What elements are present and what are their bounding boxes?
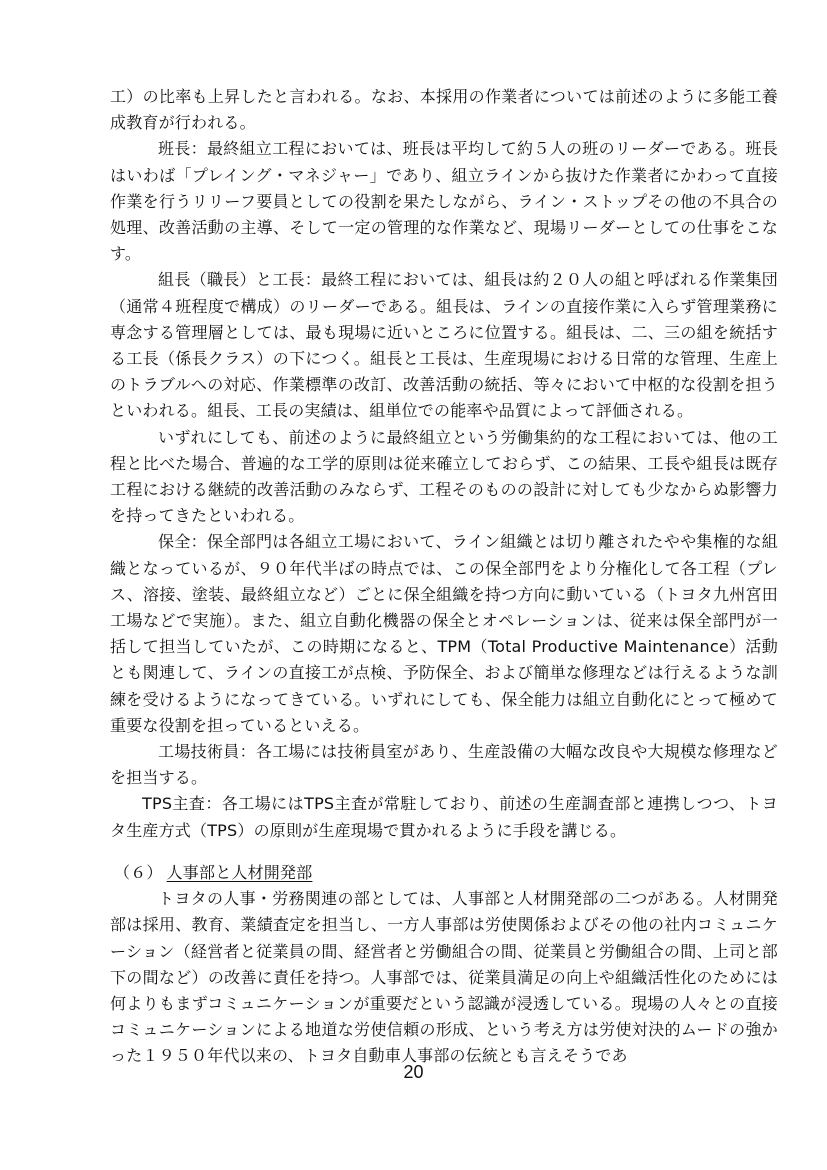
paragraph-gijutsuin: 工場技術員：各工場には技術員室があり、生産設備の大幅な改良や大規模な修理などを担当する。: [110, 742, 778, 788]
body-text-top: [110, 84, 778, 844]
paragraph-hozen: 保全：保全部門は各組立工場において、ライン組織とは切り離されたやや集権的な組織となっているが、９０年代半ばの時点では、この保全部門をより分権化して各工程（プレス、溶接、塗装、最終組立など）ごとに保全組織を持つ方向に動いている（トヨタ九州宮田工場などで実施）。また、組立自動化機器の保全とオペレーションは、従来は保全部門が一括して担当していたが、この時期になると、TPM（Total Productive Maintenance）活動とも関連して、ラインの直接工が点検、予防保全、および簡単な修理などは行えるような訓練を受けるようになってきている。いずれにしても、保全能力は組立自動化にとって極めて重要な役割を担っているといえる。: [110, 532, 778, 735]
section-heading: [110, 860, 778, 886]
paragraph-tps: TPS主査：各工場にはTPS主査が常駐しており、前述の生産調査部と連携しつつ、トヨタ生産方式（TPS）の原則が生産現場で貫かれるように手段を講じる。: [110, 794, 778, 840]
section-jinji: [110, 860, 778, 1070]
paragraph-hancho: 班長：最終組立工程においては、班長は平均して約５人の班のリーダーである。班長はいわば「プレイング・マネジャー」であり、組立ラインから抜けた作業者にかわって直接作業を行うリリーフ要員としての役割を果たしながら、ライン・ストップその他の不具合の処理、改善活動の主導、そして一定の管理的な作業など、現場リーダーとしての仕事をこなす。: [110, 139, 778, 264]
paragraph-kumicho: 組長（職長）と工長：最終工程においては、組長は約２０人の組と呼ばれる作業集団（通常４班程度で構成）のリーダーである。組長は、ラインの直接作業に入らず管理業務に専念する管理層としては、最も現場に近いところに位置する。組長は、二、三の組を統括する工長（係長クラス）の下につく。組長と工長は、生産現場における日常的な管理、生産上のトラブルへの対応、作業標準の改訂、改善活動の統括、等々において中枢的な役割を担うといわれる。組長、工長の実績は、組単位での能率や品質によって評価される。: [110, 270, 778, 421]
paragraph-jinji: トヨタの人事・労務関連の部としては、人事部と人材開発部の二つがある。人材開発部は採用、教育、業績査定を担当し、一方人事部は労使関係およびその他の社内コミュニケーション（経営者と従業員の間、経営者と労働組合の間、従業員と労働組合の間、上司と部下の間など）の改善に責任を持つ。人事部では、従業員満足の向上や組織活性化のためには何よりもまずコミュニケーションが重要だという認識が浸透している。現場の人々との直接コミュニケーションによる地道な労使信頼の形成、という考え方は労使対決的ムードの強かった１９５０年代以来の、トヨタ自動車人事部の伝統とも言えそうであ: [110, 889, 778, 1066]
paragraph-continuation: 工）の比率も上昇したと言われる。なお、本採用の作業者については前述のように多能工養成教育が行われる。: [110, 87, 778, 133]
page-number: 20: [403, 1062, 424, 1082]
paragraph-izure: いずれにしても、前述のように最終組立という労働集約的な工程においては、他の工程と比べた場合、普遍的な工学的原則は従来確立しておらず、この結果、工長や組長は既存工程における継続的改善活動のみならず、工程そのものの設計に対しても少なからぬ影響力を持ってきたといわれる。: [110, 427, 778, 526]
section-title: 人事部と人材開発部: [166, 863, 313, 882]
section-number: （６）: [114, 863, 163, 882]
